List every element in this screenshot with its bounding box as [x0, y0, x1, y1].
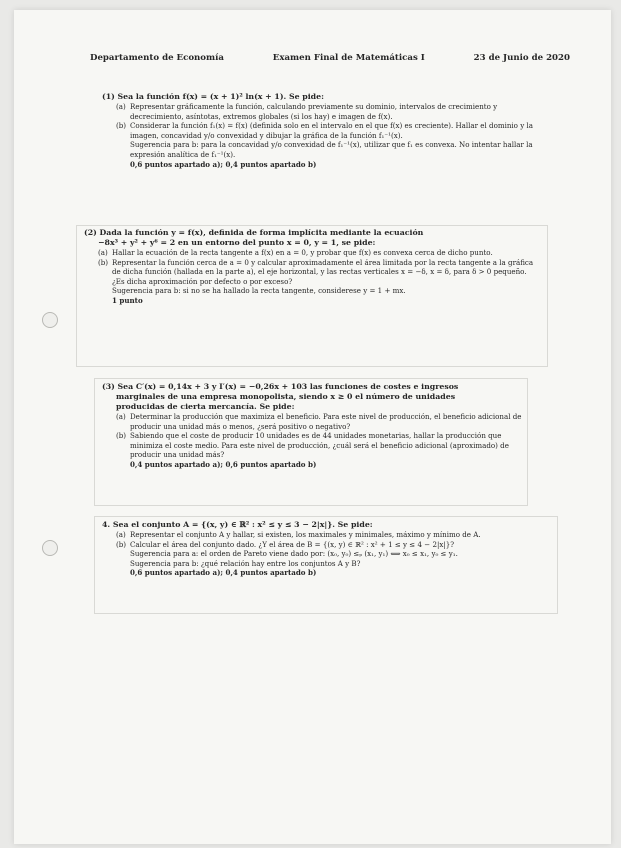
punch-hole-top: [42, 312, 58, 328]
question-3: [102, 382, 524, 470]
q3-points: 0,4 puntos apartado a); 0,6 puntos apartado b): [130, 459, 317, 469]
q2-title-line-1: (2) Dada la función y = f(x), definida de forma implícita mediante la ecuación: [84, 228, 424, 237]
q3-title-line-2: marginales de una empresa monopolista, siendo x ≥ 0 el número de unidades: [116, 392, 456, 401]
q3-title-line-3: producidas de cierta mercancía. Se pide:: [116, 402, 295, 411]
q2-b-text: Representar la función cerca de a = 0 y calcular aproximadamente el área limitada por la recta tangente a la gráfica de dicha función (hallada en la parte a), el eje horizontal, y las rectas verticales x = −δ, x = δ, para δ > 0 pequeño.: [112, 257, 534, 277]
q2-b-question: ¿Es dicha aproximación por defecto o por exceso?: [112, 276, 293, 286]
exam-sheet: [14, 10, 611, 844]
q4-part-a: [116, 530, 552, 540]
q4-b-text: Calcular el área del conjunto dado. ¿Y el área de B = {(x, y) ∈ ℝ² : x² + 1 ≤ y ≤ 4 − 2|x|}?: [130, 539, 455, 549]
q4-part-b: [116, 540, 552, 550]
question-4: [102, 520, 552, 578]
q1-b-text: Considerar la función f₁(x) = f(x) (definida solo en el intervalo en el que f(x) es creciente). Hallar el dominio y la imagen, concavidad y/o convexidad y dibujar la gráfica de la función f₁⁻¹(x).: [130, 121, 533, 140]
punch-hole-bottom: [42, 540, 58, 556]
q1-title: (1) Sea la función f(x) = (x + 1)² ln(x + 1). Se pide:: [102, 92, 324, 101]
department-name: Departamento de Economía: [90, 53, 224, 63]
exam-date: 23 de Junio de 2020: [473, 53, 570, 63]
q3-b-label: (b): [116, 431, 127, 441]
exam-header: [90, 53, 570, 63]
q3-title-line-1: (3) Sea C′(x) = 0,14x + 3 y I′(x) = −0,26x + 103 las funciones de costes e ingresos: [102, 382, 459, 391]
q1-points: 0,6 puntos apartado a); 0,4 puntos apartado b): [130, 159, 317, 169]
exam-title: Examen Final de Matemáticas I: [272, 53, 425, 63]
q2-points: 1 punto: [112, 295, 143, 305]
q2-a-text: Hallar la ecuación de la recta tangente a f(x) en a = 0, y probar que f(x) es convexa cerca de dicho punto.: [112, 248, 493, 257]
q2-b-label: (b): [98, 257, 109, 267]
q2-a-label: (a): [98, 248, 108, 257]
q4-a-text: Representar el conjunto A y hallar, si existen, los maximales y minimales, máximo y mínimo de A.: [130, 530, 481, 539]
q1-part-b: [116, 121, 534, 140]
q4-title: 4. Sea el conjunto A = {(x, y) ∈ ℝ² : x² ≤ y ≤ 3 − 2|x|}. Se pide:: [102, 520, 373, 529]
q3-a-label: (a): [116, 412, 126, 421]
question-2: [84, 228, 544, 306]
q4-a-label: (a): [116, 530, 126, 539]
q4-hint-a: Sugerencia para a: el orden de Pareto viene dado por: (x₀, y₀) ≤ₚ (x₁, y₁) ⟺ x₀ ≤ x₁, y₀ ≤ y₁.: [130, 549, 458, 559]
q4-b-label: (b): [116, 539, 127, 549]
q1-hint: Sugerencia para b: para la concavidad y/o convexidad de f₁⁻¹(x), utilizar que f₁ es convexa. No intentar hallar la expresión analítica de f₁⁻¹(x).: [130, 140, 533, 159]
q3-part-a: [116, 412, 524, 431]
q2-part-b: [98, 258, 544, 277]
q2-part-a: [98, 248, 544, 258]
q2-hint: Sugerencia para b: si no se ha hallado la recta tangente, considerese y = 1 + mx.: [112, 286, 406, 296]
question-1: [102, 92, 534, 169]
q1-a-label: (a): [116, 102, 126, 111]
q1-part-a: [116, 102, 534, 121]
q3-b-text: Sabiendo que el coste de producir 10 unidades es de 44 unidades monetarias, hallar la producción que minimiza el coste medio. Para este nivel de producción, ¿cuál será el beneficio adicional (aproximado) de producir una unidad más?: [130, 431, 509, 460]
q3-a-text: Determinar la producción que maximiza el beneficio. Para este nivel de producción, el beneficio adicional de producir una unidad más o menos, ¿será positivo o negativo?: [130, 412, 522, 431]
q1-b-label: (b): [116, 121, 127, 131]
q1-a-text: Representar gráficamente la función, calculando previamente su dominio, intervalos de crecimiento y decrecimiento, asíntotas, extremos globales (si los hay) e imagen de f(x).: [130, 102, 498, 121]
q2-title-line-2: −8x³ + y² + y⁶ = 2 en un entorno del punto x = 0, y = 1, se pide:: [98, 238, 376, 247]
q4-points: 0,6 puntos apartado a); 0,4 puntos apartado b): [130, 568, 317, 578]
q3-part-b: [116, 431, 524, 460]
q4-hint-b: Sugerencia para b: ¿qué relación hay entre los conjuntos A y B?: [130, 558, 361, 568]
